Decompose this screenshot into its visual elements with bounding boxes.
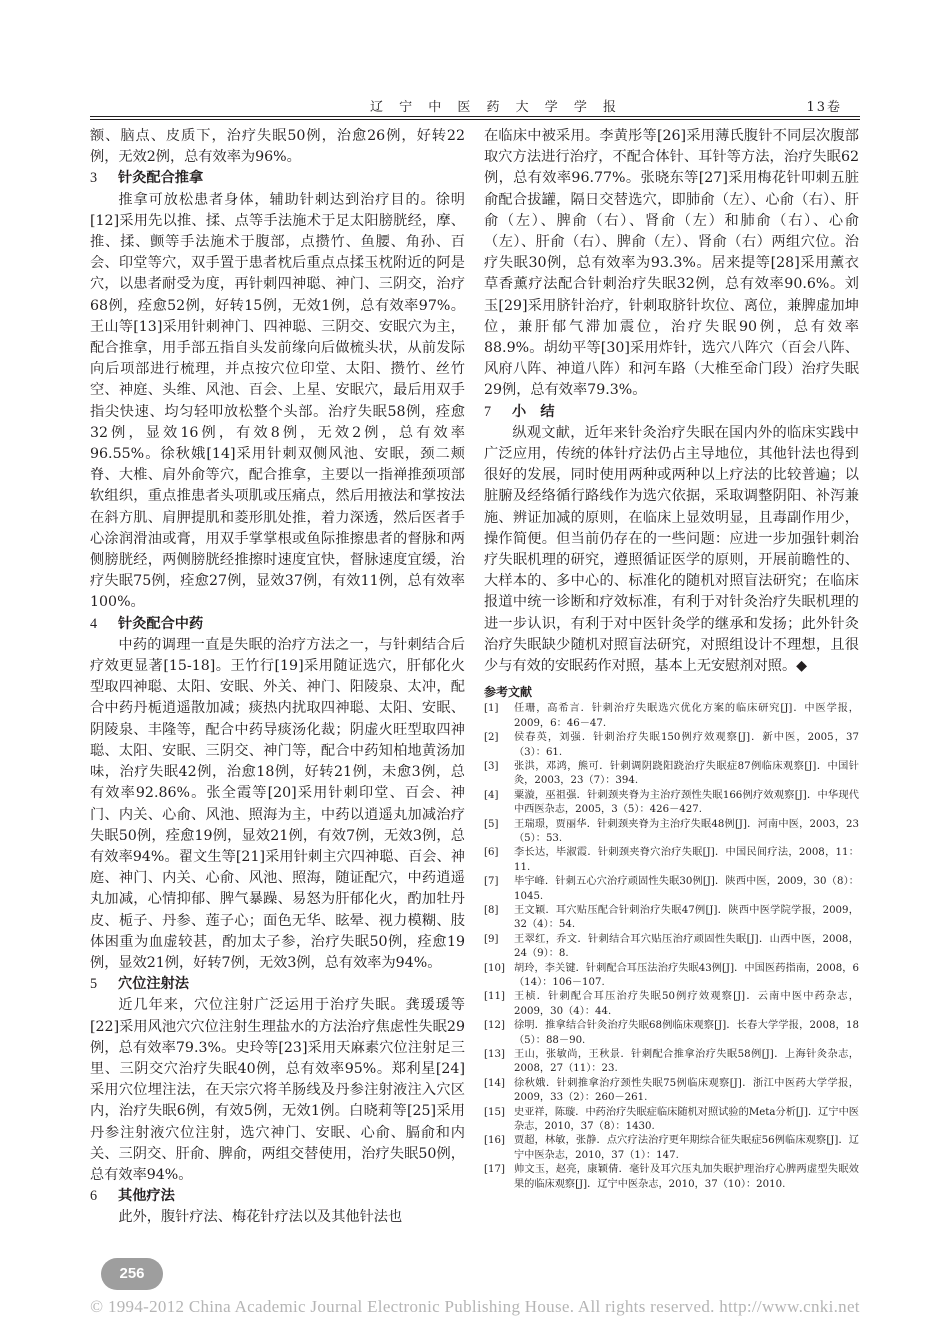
- reference-number: [12]: [484, 1020, 505, 1032]
- reference-text: 任珊，高希言．针刺治疗失眠选穴优化方案的临床研究[J]．中医学报，2009，6：46－47.: [514, 703, 859, 729]
- section-title: 穴位注射法: [118, 976, 189, 993]
- reference-text: 徐秋娥．针刺推拿治疗颈性失眠75例临床观察[J]．浙江中医药大学学报，2009，33（2）：260－261.: [514, 1077, 859, 1104]
- reference-item: [484, 904, 859, 933]
- reference-number: [16]: [484, 1135, 505, 1147]
- reference-text: 王翠红，乔文．针刺结合耳穴贴压治疗顽固性失眠[J]．山西中医，2008，24（9）：8.: [514, 933, 859, 960]
- reference-number: [13]: [484, 1049, 505, 1061]
- section-title: 其他疗法: [118, 1188, 175, 1205]
- reference-text: 张洪，邓鸿，熊可．针刺调阴跷阳跷治疗失眠症87例临床观察[J]．中国针灸，2003，23（7）：394.: [514, 760, 859, 787]
- reference-item: [484, 875, 859, 904]
- volume-label: 13卷: [806, 100, 842, 115]
- section-number: 5: [90, 976, 98, 993]
- reference-item: [484, 933, 859, 962]
- reference-number: [10]: [484, 962, 505, 974]
- reference-text: 侯春英，刘强．针刺治疗失眠150例疗效观察[J]．新中医，2005，37（3）：61.: [514, 732, 859, 758]
- reference-text: 李长达，毕淑霞．针刺颈夹脊穴治疗失眠[J]．中国民间疗法，2008，11：11.: [514, 847, 859, 873]
- reference-text: 帅文玉，赵亮，康颖倩．毫针及耳穴压丸加失眠护理治疗心脾两虚型失眠效果的临床观察[J]．辽宁中医杂志，2010，37（10）：2010.: [514, 1164, 859, 1190]
- reference-item: [484, 818, 859, 847]
- reference-item: [484, 1077, 859, 1106]
- reference-item: [484, 789, 859, 818]
- right-column: [484, 126, 859, 1192]
- section-number: 4: [90, 615, 98, 632]
- reference-item: [484, 1019, 859, 1048]
- section-number: 3: [90, 170, 98, 187]
- reference-item: [484, 702, 859, 731]
- body-paragraph: 中药的调理一直是失眠的治疗方法之一，与针刺结合后疗效更显著[15-18]。王竹行[19]采用随证选穴，肝郁化火型取四神聪、太阳、安眠、外关、神门、阳陵泉、太冲，配合中药丹栀逍遥散加减；痰热内扰取四神聪、太阳、安眠、阴陵泉、丰隆等，配合中药导痰汤化裁；阴虚火旺型取四神聪、太阳、安眠、三阴交、神门等，配合中药知柏地黄汤加味，治疗失眠42例，治愈18例，好转21例，未愈3例，总有效率92.86%。张全霞等[20]采用针刺印堂、百会、神门、内关、心俞、风池、照海为主，中药以逍遥丸加减治疗失眠50例，痊愈19例，显效21例，有效7例，无效3例，总有效率94%。翟文生等[21]采用针刺主穴四神聪、百会、神庭、神门、内关、心俞、风池、照海，随证配穴，中药逍遥丸加减，心情抑郁、脾气暴躁、易怒为肝郁化火，酌加牡丹皮、栀子、丹参、莲子心；面色无华、眩晕、视力模糊、肢体困重为血虚较甚，酌加太子参，治疗失眠50例，痊愈19例，显效21例，好转7例，无效3例，总有效率为94%。: [90, 636, 465, 971]
- reference-text: 史亚祥，陈璇．中药治疗失眠症临床随机对照试验的Meta分析[J]．辽宁中医杂志，2010，37（8）：1430.: [514, 1106, 859, 1133]
- body-paragraph: 此外，腹针疗法、梅花针疗法以及其他针法也: [118, 1209, 403, 1226]
- reference-item: [484, 990, 859, 1019]
- body-paragraph: 纵观文献，近年来针灸治疗失眠在国内外的临床实践中广泛应用，传统的体针疗法仍占主导地位，其他针法也得到很好的发展，同时使用两种或两种以上疗法的比较普遍；以脏腑及经络循行路线作为选穴依据，采取调整阴阳、补泻兼施、辨证加减的原则，在临床上显效明显，且毒副作用少，操作简便。但当前仍存在的一些问题：应进一步加强针刺治疗失眠机理的研究，遵照循证医学的原则，开展前瞻性的、大样本的、多中心的、标准化的随机对照盲法研究；在临床报道中统一诊断和疗效标准，有利于对针灸治疗失眠机理的进一步认识，有利于对中医针灸学的继承和发扬；此外针灸治疗失眠缺少随机对照盲法研究，对照组设计不理想，且很少与有效的安眠药作对照，基本上无安慰剂对照。◆: [484, 424, 859, 675]
- reference-number: [14]: [484, 1077, 505, 1089]
- reference-item: [484, 1163, 859, 1192]
- section-heading: [90, 974, 465, 995]
- reference-item: [484, 846, 859, 875]
- reference-item: [484, 962, 859, 991]
- reference-item: [484, 1134, 859, 1163]
- right-column-body: [484, 126, 859, 677]
- reference-item: [484, 731, 859, 760]
- body-paragraph: 在临床中被采用。李黄彤等[26]采用薄氏腹针不同层次腹部取穴方法进行治疗，不配合体针、耳针等方法，治疗失眠62例，总有效率96.77%。张晓东等[27]采用梅花针叩刺五脏俞配合拔罐，隔日交替选穴，即肺俞（左）、心俞（右）、肝俞（左）、脾俞（右）、肾俞（左）和肺俞（右）、心俞（左）、肝俞（右）、脾俞（左）、肾俞（右）两组穴位。治疗失眠30例，总有效率为93.3%。居来提等[28]采用薰衣草香薰疗法配合针刺治疗失眠32例，总有效率90.6%。刘玉[29]采用脐针治疗，针刺取脐针坎位、离位，兼脾虚加坤位，兼肝郁气滞加震位，治疗失眠90例，总有效率88.9%。胡幼平等[30]采用炸针，选穴八阵穴（百会八阵、风府八阵、神道八阵）和河车路（大椎至命门段）治疗失眠29例，总有效率79.3%。: [484, 128, 859, 399]
- section-title: 针灸配合中药: [118, 615, 204, 632]
- section-title: 小 结: [512, 403, 555, 420]
- section-heading: [90, 1186, 465, 1207]
- section-title: 针灸配合推拿: [118, 170, 204, 187]
- reference-number: [2]: [484, 732, 499, 744]
- body-paragraph: 推拿可放松患者身体，辅助针刺达到治疗目的。徐明[12]采用先以推、揉、点等手法施术于足太阳膀胱经，摩、推、揉、颤等手法施术于腹部，点攒竹、鱼腰、角孙、百会、印堂等穴，双手置于患者枕后重点点揉玉枕附近的阿是穴，以患者耐受为度，再针刺四神聪、神门、三阴交，治疗68例，痊愈52例，好转15例，无效1例，总有效率97%。王山等[13]采用针刺神门、四神聪、三阴交、安眠穴为主，配合推拿，用手部五指自头发前缘向后做梳头状，从前发际向后项部进行梳理，并点按穴位印堂、太阳、攒竹、丝竹空、神庭、头维、风池、百会、上星、安眠穴，最后用双手指尖快速、均匀轻叩放松整个头部。治疗失眠58例，痊愈32例，显效16例，有效8例，无效2例，总有效率96.55%。徐秋娥[14]采用针刺双侧风池、安眠，颈二颊脊、大椎、肩外俞等穴，配合推拿，主要以一指禅推颈项部软组织，重点推患者头项肌或压痛点，然后用掖法和掌按法在斜方肌、肩胛提肌和菱形肌处推，着力深透，然后医者手心涂润滑油或膏，用双手掌掌根或鱼际推擦患者的督脉和两侧膀胱经，两侧膀胱经推擦时速度宜快，督脉速度宜缓，治疗失眠75例，痊愈27例，显效37例，有效11例，总有效率100%。: [90, 191, 465, 611]
- reference-number: [17]: [484, 1164, 505, 1176]
- page-number: 256: [101, 1258, 163, 1290]
- reference-text: 毕宇峰．针刺五心穴治疗顽固性失眠30例[J]．陕西中医，2009，30（8）：1045.: [514, 876, 859, 902]
- reference-text: 徐明．推拿结合针灸治疗失眠68例临床观察[J]．长春大学学报，2008，18（5）：88－90.: [514, 1020, 859, 1046]
- reference-number: [3]: [484, 760, 499, 772]
- reference-number: [1]: [484, 703, 499, 715]
- section-heading: [90, 168, 465, 189]
- section-number: 7: [484, 403, 492, 420]
- left-column: [90, 126, 465, 1229]
- reference-text: 王文颖．耳穴贴压配合针刺治疗失眠47例[J]．陕西中医学院学报，2009，32（4）：54.: [514, 904, 859, 931]
- body-paragraph: 额、脑点、皮质下，治疗失眠50例，治愈26例，好转22例，无效2例，总有效率为96%。: [90, 128, 465, 166]
- reference-item: [484, 1048, 859, 1077]
- header-rule: [90, 116, 860, 117]
- reference-number: [9]: [484, 933, 499, 945]
- reference-text: 胡玲，李关键．针刺配合耳压法治疗失眠43例[J]．中国医药指南，2008，6（14）：106－107.: [514, 962, 859, 988]
- running-header: [90, 92, 860, 118]
- reference-number: [4]: [484, 789, 499, 801]
- reference-text: 王山，张敏尚，王秋景．针刺配合推拿治疗失眠58例[J]．上海针灸杂志，2008，27（11）：23.: [514, 1049, 859, 1075]
- body-paragraph: 近几年来，穴位注射广泛运用于治疗失眠。龚瑗瑗等[22]采用风池穴穴位注射生理盐水的方法治疗焦虑性失眠29例，总有效率79.3%。史玲等[23]采用天麻素穴位注射足三里、三阴交穴治疗失眠40例，总有效率95%。郑利星[24]采用穴位埋注法，在天宗穴将羊肠线及丹参注射液注入穴区内，治疗失眠6例，有效5例，无效1例。白晓莉等[25]采用丹参注射液穴位注射，选穴神门、安眠、心俞、膈俞和内关、三阴交、肝俞、脾俞，两组交替使用，治疗失眠50例，总有效率94%。: [90, 997, 465, 1183]
- reference-number: [7]: [484, 876, 499, 888]
- section-heading: [484, 402, 859, 423]
- reference-item: [484, 760, 859, 789]
- section-number: 6: [90, 1188, 98, 1205]
- reference-text: 贾超，林敏，张静．点穴疗法治疗更年期综合征失眠症56例临床观察[J]．辽宁中医杂志，2010，37（1）：147.: [514, 1135, 859, 1161]
- journal-name: 辽 宁 中 医 药 大 学 学 报: [370, 100, 623, 115]
- reference-list: [484, 702, 859, 1192]
- reference-item: [484, 1106, 859, 1135]
- reference-number: [6]: [484, 847, 499, 859]
- reference-text: 粟漩，巫祖强．针刺颈夹脊为主治疗颈性失眠166例疗效观察[J]．中华现代中西医杂志，2005，3（5）：426－427.: [514, 789, 859, 816]
- reference-text: 王瑞璟，贾丽华．针刺颈夹脊为主治疗失眠48例[J]．河南中医，2003，23（5）：53.: [514, 818, 859, 844]
- reference-number: [5]: [484, 818, 499, 830]
- reference-number: [15]: [484, 1106, 505, 1118]
- reference-text: 王桢．针刺配合耳压治疗失眠50例疗效观察[J]．云南中医中药杂志，2009，30（4）：44.: [514, 991, 859, 1017]
- reference-number: [11]: [484, 991, 505, 1003]
- reference-number: [8]: [484, 904, 499, 916]
- section-heading: [90, 614, 465, 635]
- header-rule-thin: [90, 119, 860, 120]
- references-title: 参考文献: [484, 685, 533, 700]
- copyright-footer: © 1994-2012 China Academic Journal Electronic Publishing House. All rights reserved. http://www.cnki.net: [90, 1297, 860, 1316]
